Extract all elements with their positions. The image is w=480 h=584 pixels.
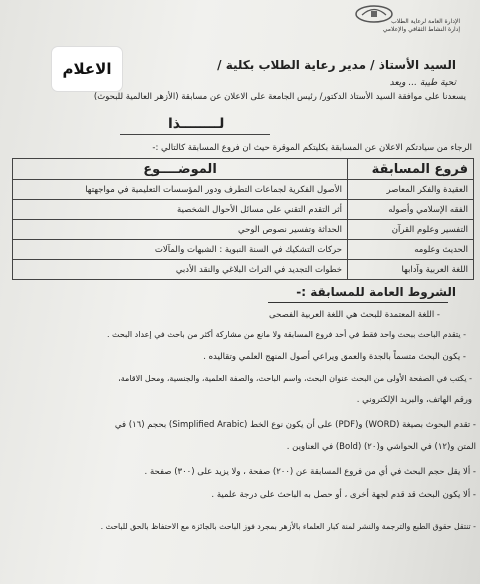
branch-cell: اللغة العربية وآدابها [348,260,474,280]
letter-greeting: تحية طيبة ... وبعد [389,78,456,88]
condition-item: - يتقدم الباحث ببحث واحد فقط في أحد فروع المسابقة ولا مانع من مشاركة أكثر من باحث في إعداد البحث . [106,330,466,339]
condition-item: - اللغة المعتمدة للبحث هي اللغة العربية الفصحى [269,310,440,320]
condition-item: المتن و(١٢) في الحواشي و(٢٠) (Bold) في العناوين . [286,442,476,452]
table-row [13,220,474,240]
branch-cell: العقيدة والفكر المعاصر [348,180,474,200]
condition-item: - ألا يقل حجم البحث في أي من فروع المسابقة عن (٢٠٠) صفحة ، ولا يزيد على (٣٠٠) صفحة . [144,467,476,477]
table-row [13,260,474,280]
table-row [13,240,474,260]
branch-cell: الحديث وعلومه [348,240,474,260]
branch-cell: التفسير وعلوم القرآن [348,220,474,240]
condition-item: ورقم الهاتف، والبريد الإلكتروني . [356,395,472,405]
col-topic-header: الموضــــوع [13,159,348,180]
letter-intro: يسعدنا على موافقة السيد الأستاذ الدكتور/ رئيس الجامعة على الاعلان عن مسابقة (الأزهر العالمية للبحوث) [93,92,466,102]
conditions-title: الشروط العامة للمسابقة :- [296,285,456,299]
header-org [383,18,460,34]
org-line-1: الإدارة العامة لرعاية الطلاب [391,18,460,25]
table-row [13,180,474,200]
condition-item: - يكون البحث متسماً بالجدة والعمق ويراعي أصول المنهج العلمي وتقاليده . [203,352,466,362]
letter-heading: لــــــــذا [168,116,225,132]
condition-item: - تنتقل حقوق الطبع والترجمة والنشر لمنة كبار العلماء بالأزهر بمجرد فوز الباحث بالجائزة مع الاحتفاظ بالحق للباحث . [100,522,476,531]
topic-cell: الحداثة وتفسير نصوص الوحي [13,220,348,240]
table-header-row [13,159,474,180]
heading-underline [120,134,270,135]
conditions-underline [268,302,448,303]
media-badge: الاعلام [52,47,122,91]
condition-item: - تقدم البحوث بصيغة (WORD) و(PDF) على أن يكون نوع الخط (Simplified Arabic) بحجم (١٦) في [114,420,476,430]
topic-cell: حركات التشكيك في السنة النبوية : الشبهات والمآلات [13,240,348,260]
topic-cell: أثر التقدم التقني على مسائل الأحوال الشخصية [13,200,348,220]
topic-cell: الأصول الفكرية لجماعات التطرف ودور المؤسسات التعليمية في مواجهتها [13,180,348,200]
condition-item: - ألا يكون البحث قد قدم لجهة أخرى ، أو حصل به الباحث على درجة علمية . [211,490,476,500]
letter-address: السيد الأستاذ / مدير رعاية الطلاب بكلية / [217,58,456,72]
branch-cell: الفقه الإسلامي وأصوله [348,200,474,220]
topic-cell: خطوات التجديد في التراث البلاغي والنقد الأدبي [13,260,348,280]
condition-item: - يكتب في الصفحة الأولى من البحث عنوان البحث، واسم الباحث، والصفة العلمية، والجنسية، ومحل الاقامة، [118,374,472,383]
org-line-2: إدارة النشاط الثقافي والإعلامي [382,26,460,33]
table-row [13,200,474,220]
letter-request: الرجاء من سيادتكم الاعلان عن المسابقة بكليتكم الموقرة حيث ان فروع المسابقة كالتالي :- [152,143,472,153]
branches-table [12,158,474,280]
col-branch-header: فروع المسابقة [348,159,474,180]
